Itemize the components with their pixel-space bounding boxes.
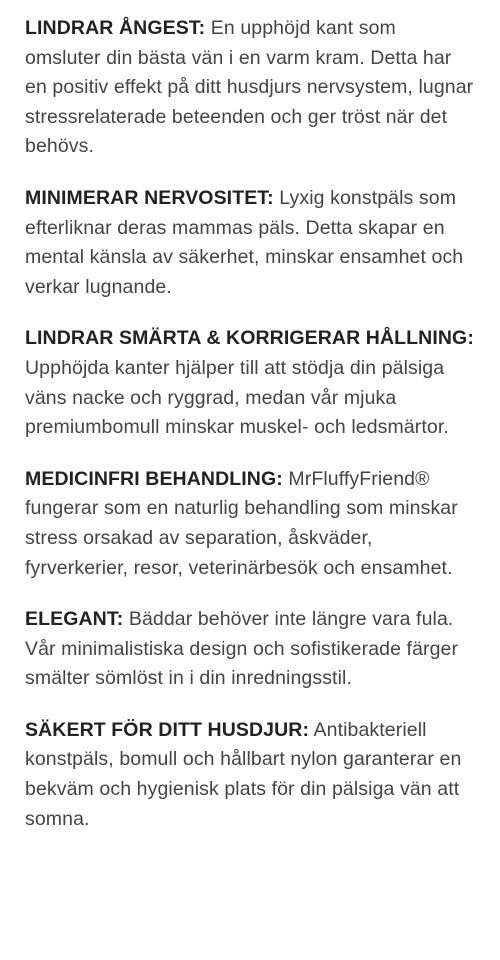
feature-pet-safe: [25, 716, 476, 834]
feature-heading: LINDRAR SMÄRTA & KORRIGERAR HÅLLNING:: [25, 327, 474, 350]
feature-anxiety: [25, 14, 476, 162]
feature-description: En upphöjd kant som omsluter din bästa vän i en varm kram. Detta har en positiv effekt på ditt husdjurs nervsystem, lugnar stressrelaterade beteenden och ger tröst när det behövs.: [25, 17, 474, 158]
feature-drug-free: [25, 465, 476, 583]
feature-description: Bäddar behöver inte längre vara fula. Vår minimalistiska design och sofistikerade färger smälter sömlöst in i din inredningsstil.: [25, 608, 459, 690]
feature-heading: MEDICINFRI BEHANDLING:: [25, 467, 283, 490]
feature-pain-relief: [25, 324, 476, 442]
feature-nervousness: [25, 184, 476, 302]
feature-heading: ELEGANT:: [25, 608, 124, 631]
feature-heading: LINDRAR ÅNGEST:: [25, 17, 206, 39]
feature-elegant: [25, 605, 476, 694]
feature-description: Antibakteriell konstpäls, bomull och hållbart nylon garanterar en bekväm och hygienisk plats för din pälsiga vän att somna.: [25, 718, 462, 830]
feature-description: Upphöjda kanter hjälper till att stödja din pälsiga väns nacke och ryggrad, medan vår mjuka premiumbomull minskar muskel- och ledsmärtor.: [25, 356, 449, 439]
feature-heading: MINIMERAR NERVOSITET:: [25, 186, 274, 209]
feature-heading: SÄKERT FÖR DITT HUSDJUR:: [25, 718, 310, 741]
feature-description: MrFluffyFriend® fungerar som en naturlig behandling som minskar stress orsakad av separation, åskväder, fyrverkerier, resor, veterinärbesök och ensamhet.: [25, 467, 458, 579]
feature-description: Lyxig konstpäls som efterliknar deras mammas päls. Detta skapar en mental känsla av säkerhet, minskar ensamhet och verkar lugnande.: [25, 186, 464, 298]
